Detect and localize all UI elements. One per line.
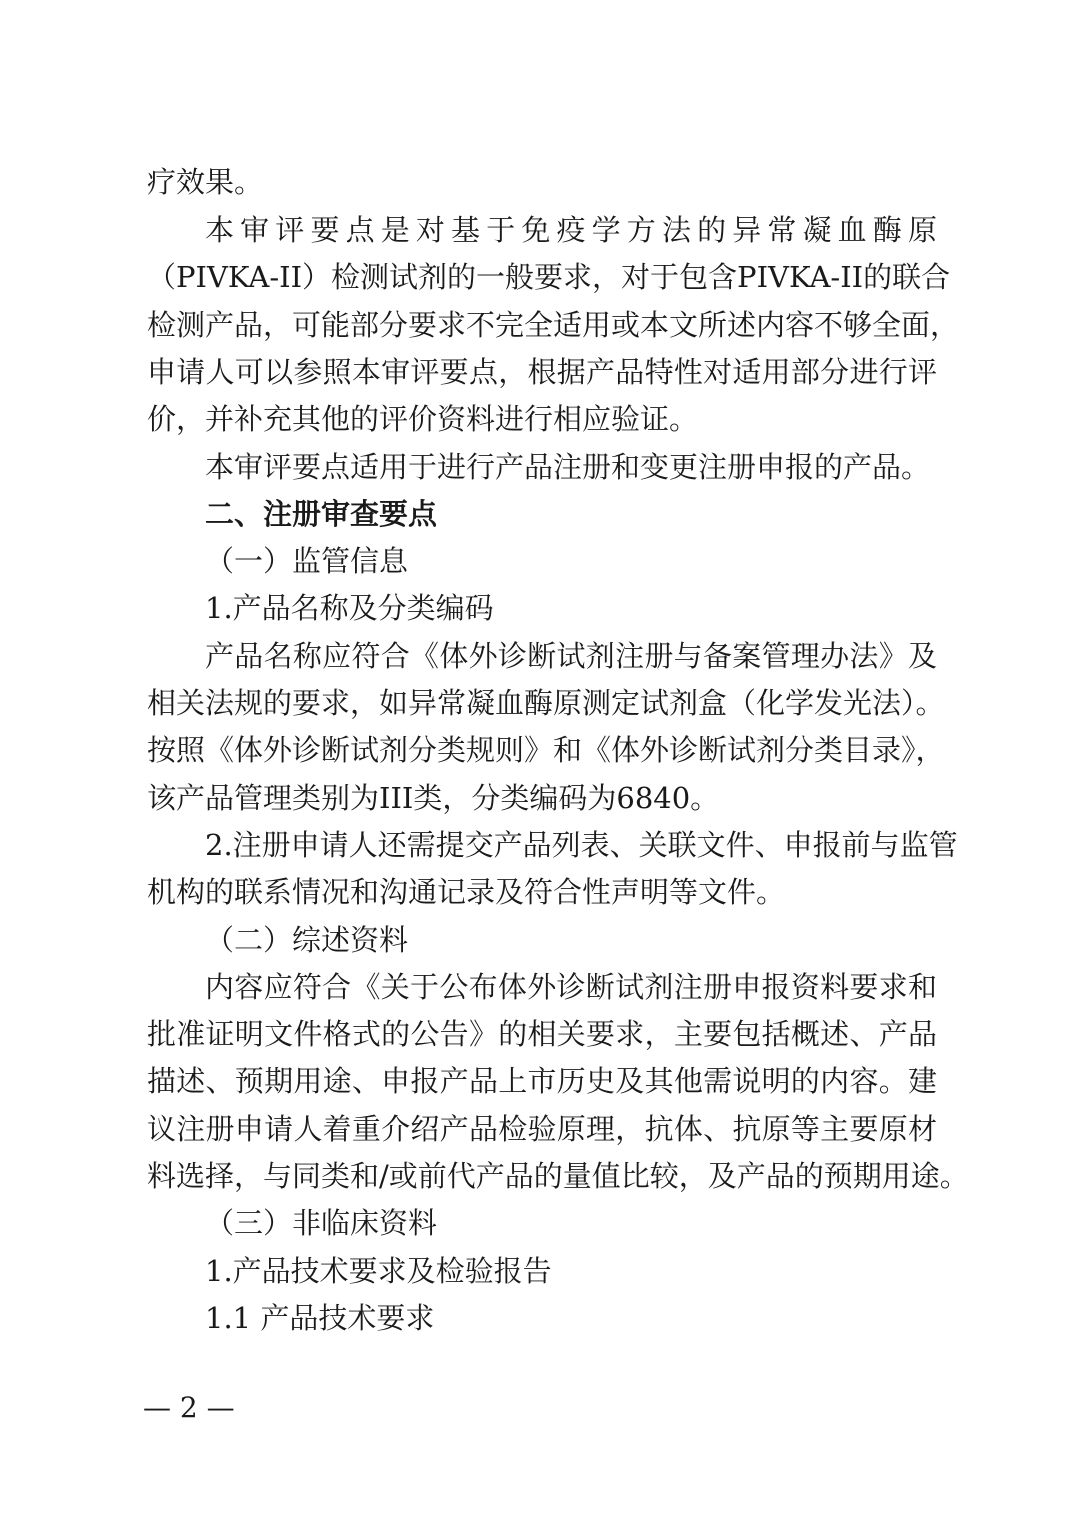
paragraph-line: 相关法规的要求，如异常凝血酶原测定试剂盒（化学发光法）。 [147,686,945,720]
item-heading: 1.1 产品技术要求 [205,1301,435,1335]
paragraph-line: 料选择，与同类和/或前代产品的量值比较，及产品的预期用途。 [147,1159,969,1193]
paragraph-line: 本审评要点是对基于免疫学方法的异常凝血酶原 [205,213,937,247]
paragraph-line: （PIVKA-II）检测试剂的一般要求，对于包含PIVKA-II的联合 [147,260,951,294]
paragraph-line: 该产品管理类别为III类，分类编码为6840。 [147,781,720,815]
paragraph-line: 内容应符合《关于公布体外诊断试剂注册申报资料要求和 [205,970,937,1004]
item-heading: 1.产品技术要求及检验报告 [205,1254,552,1288]
subsection-heading: （一）监管信息 [205,544,409,578]
paragraph-line: 批准证明文件格式的公告》的相关要求，主要包括概述、产品 [147,1017,937,1051]
paragraph-line: 本审评要点适用于进行产品注册和变更注册申报的产品。 [205,450,931,484]
section-heading: 二、注册审查要点 [205,497,438,531]
page-number: — 2 — [143,1391,235,1424]
paragraph-line: 机构的联系情况和沟通记录及符合性声明等文件。 [147,875,786,909]
paragraph-line: 检测产品，可能部分要求不完全适用或本文所述内容不够全面， [147,308,960,342]
item-heading: 1.产品名称及分类编码 [205,591,494,625]
subsection-heading: （三）非临床资料 [205,1206,438,1240]
subsection-heading: （二）综述资料 [205,923,409,957]
paragraph-line: 疗效果。 [147,165,264,199]
paragraph-line: 产品名称应符合《体外诊断试剂注册与备案管理办法》及 [205,639,937,673]
paragraph-line: 2.注册申请人还需提交产品列表、关联文件、申报前与监管 [205,828,958,862]
paragraph-line: 价，并补充其他的评价资料进行相应验证。 [147,402,699,436]
paragraph-line: 申请人可以参照本审评要点，根据产品特性对适用部分进行评 [147,355,937,389]
paragraph-line: 按照《体外诊断试剂分类规则》和《体外诊断试剂分类目录》， [147,733,945,767]
paragraph-line: 描述、预期用途、申报产品上市历史及其他需说明的内容。建 [147,1064,937,1098]
paragraph-line: 议注册申请人着重介绍产品检验原理，抗体、抗原等主要原材 [147,1112,937,1146]
